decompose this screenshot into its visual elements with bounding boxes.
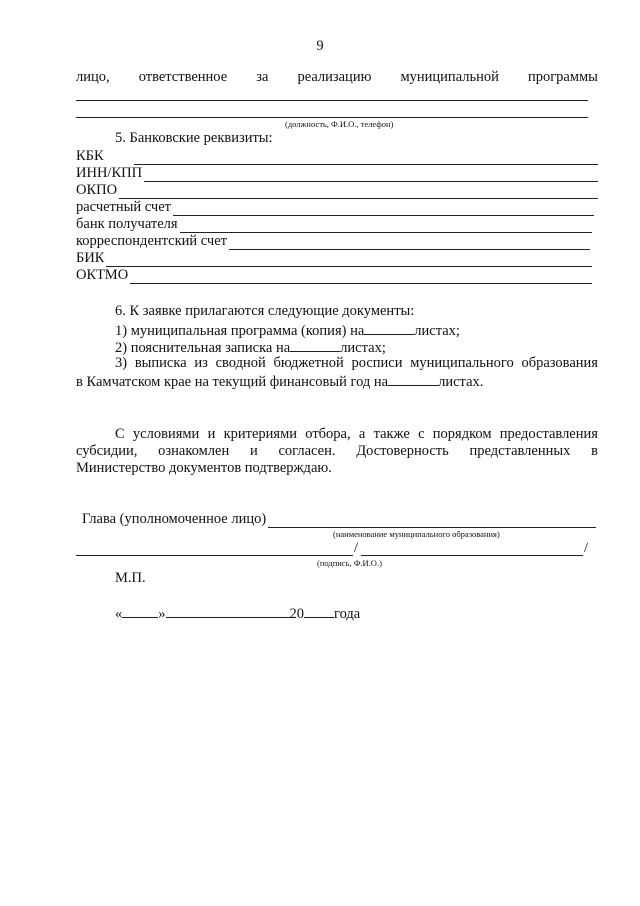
word: в [591,443,598,459]
attachment-item-3-line-1 [115,355,598,372]
word: из [194,355,208,371]
field-label: ОКТМО [76,267,129,283]
word: и [207,426,216,442]
field-blank[interactable] [173,202,594,216]
field-kbk[interactable] [76,148,598,165]
head-signature-row[interactable] [82,511,596,528]
field-blank[interactable] [180,219,592,233]
field-label: ОКПО [76,182,118,198]
word: критериями [223,426,298,442]
field-label: ИНН/КПП [76,165,143,181]
field-blank[interactable] [106,253,592,267]
sheet-count-blank[interactable] [290,338,340,352]
attachment-text: листах; [340,340,386,356]
sheet-count-blank[interactable] [364,321,414,335]
municipality-blank[interactable] [268,514,596,528]
date-quote: » [158,606,166,622]
field-label: КБК [76,148,104,164]
attachment-text: 2) пояснительная записка на [115,340,291,356]
field-corr-account[interactable] [76,233,590,250]
fio-blank[interactable] [361,542,583,556]
word: бюджетной [273,355,344,371]
word: а [358,426,366,442]
field-label: корреспондентский счет [76,233,227,249]
year-suffix: года [334,606,361,622]
word: росписи [351,355,403,371]
slash-separator-end: / [584,540,589,556]
attachment-text: 1) муниципальная программа (копия) на [115,323,365,339]
field-blank[interactable] [144,168,598,182]
field-blank[interactable] [229,236,590,250]
attachment-text: листах; [414,323,460,339]
year-prefix: 20 [289,606,304,622]
date-quote: « [115,606,123,622]
consent-line-1 [115,426,598,443]
responsible-person-line [76,69,598,86]
signature-caption: (подпись, Ф.И.О.) [317,558,382,568]
municipality-caption: (наименование муниципального образования) [333,529,500,539]
page-number: 9 [316,38,324,54]
date-line [115,604,360,623]
stamp-label: М.П. [115,570,146,586]
field-okpo[interactable] [76,182,598,199]
head-label: Глава (уполномоченное лицо) [82,511,267,527]
word: представленных [469,443,571,459]
word: с [418,426,425,442]
word: отбора, [305,426,351,442]
word: реализацию [297,69,372,85]
responsible-caption: (должность, Ф.И.О., телефон) [285,119,394,129]
word: также [373,426,410,442]
year-blank[interactable] [304,604,334,618]
consent-line-3: Министерство документов подтверждаю. [76,460,332,476]
word: муниципального [410,355,514,371]
word: ознакомлен [158,443,230,459]
attachment-item-3-line-2 [76,372,483,391]
word: лицо, [76,69,110,85]
word: Достоверность [356,443,449,459]
word: 3) [115,355,128,371]
word: выписка [134,355,187,371]
word: и [249,443,258,459]
field-label: банк получателя [76,216,178,232]
word: муниципальной [400,69,499,85]
word: сводной [215,355,266,371]
consent-line-2 [76,443,598,460]
field-bank-name[interactable] [76,216,592,233]
word: С [115,426,125,442]
attachment-text: листах. [438,374,484,390]
attachment-text: в Камчатском крае на текущий финансовый год на [76,374,389,390]
field-inn-kpp[interactable] [76,165,598,182]
word: условиями [132,426,200,442]
responsible-blank-line-1[interactable] [76,100,588,101]
word: ответственное [138,69,228,85]
bank-heading: 5. Банковские реквизиты: [115,130,273,146]
word: субсидии, [76,443,138,459]
field-oktmo[interactable] [76,267,592,284]
day-blank[interactable] [122,604,158,618]
field-label: расчетный счет [76,199,171,215]
field-label: БИК [76,250,105,266]
field-bik[interactable] [76,250,592,267]
word: образования [521,355,598,371]
field-blank[interactable] [130,270,592,284]
month-blank[interactable] [166,604,290,618]
word: программы [527,69,598,85]
sheet-count-blank[interactable] [388,372,438,386]
word: предоставления [499,426,598,442]
signature-blank[interactable] [76,542,353,556]
word: за [256,69,269,85]
sign-line-row [76,540,590,557]
responsible-blank-line-2[interactable] [76,117,588,118]
attachments-heading: 6. К заявке прилагаются следующие документы: [115,303,415,319]
word: согласен. [278,443,336,459]
field-blank[interactable] [134,151,598,165]
slash-separator: / [354,540,359,556]
field-blank[interactable] [119,185,598,199]
field-account[interactable] [76,199,594,216]
word: порядком [432,426,492,442]
